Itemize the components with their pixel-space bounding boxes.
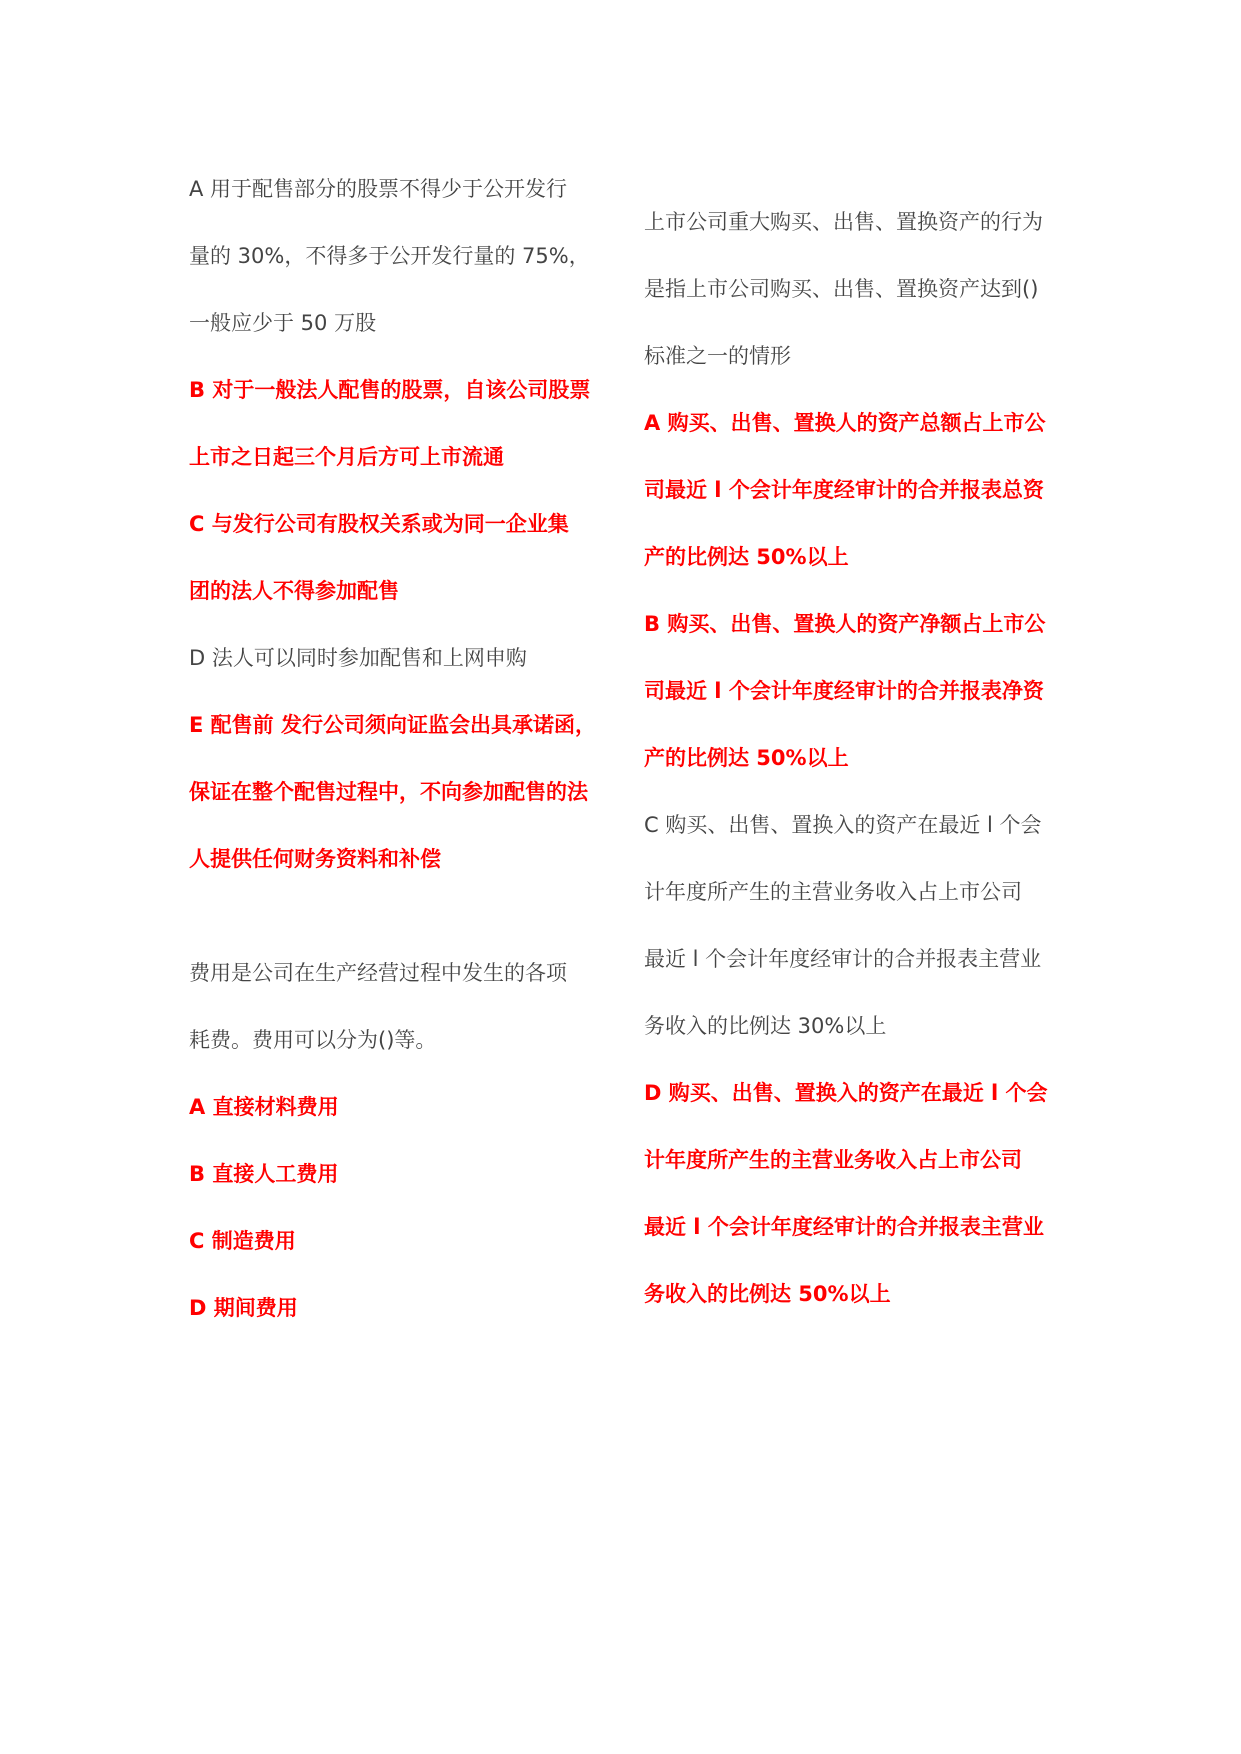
q2-option-b: B 直接人工费用: [189, 1162, 339, 1186]
q3-option-a-line-3: 产的比例达 50%以上: [644, 545, 849, 569]
q1-option-d-line-1: D 法人可以同时参加配售和上网申购: [189, 646, 527, 670]
q2-option-a: A 直接材料费用: [189, 1095, 339, 1119]
q3-option-d-line-1: D 购买、出售、置换入的资产在最近 l 个会: [644, 1081, 1048, 1105]
q1-option-c-line-1: C 与发行公司有股权关系或为同一企业集: [189, 512, 569, 536]
q3-option-a-line-2: 司最近 l 个会计年度经审计的合并报表总资: [644, 478, 1044, 502]
q1-option-e-line-2: 保证在整个配售过程中，不向参加配售的法: [189, 780, 588, 804]
q3-option-c-line-1: C 购买、出售、置换入的资产在最近 l 个会: [644, 813, 1042, 837]
q1-option-b-line-2: 上市之日起三个月后方可上市流通: [189, 445, 504, 469]
q3-option-d-line-3: 最近 l 个会计年度经审计的合并报表主营业: [644, 1215, 1044, 1239]
q2-option-d: D 期间费用: [189, 1296, 298, 1320]
q3-option-c-line-4: 务收入的比例达 30%以上: [644, 1014, 887, 1038]
q1-option-b-line-1: B 对于一般法人配售的股票，自该公司股票: [189, 378, 591, 402]
q3-option-b-line-1: B 购买、出售、置换人的资产净额占上市公: [644, 612, 1046, 636]
q3-option-a-line-1: A 购买、出售、置换人的资产总额占上市公: [644, 411, 1046, 435]
q3-option-d-line-4: 务收入的比例达 50%以上: [644, 1282, 891, 1306]
q3-option-b-line-2: 司最近 l 个会计年度经审计的合并报表净资: [644, 679, 1044, 703]
q2-question-line-1: 费用是公司在生产经营过程中发生的各项: [189, 961, 567, 985]
q3-question-line-1: 上市公司重大购买、出售、置换资产的行为: [644, 210, 1043, 234]
q3-question-line-2: 是指上市公司购买、出售、置换资产达到(): [644, 277, 1039, 301]
q2-question-line-2: 耗费。费用可以分为()等。: [189, 1028, 437, 1052]
q3-option-d-line-2: 计年度所产生的主营业务收入占上市公司: [644, 1148, 1022, 1172]
q3-option-c-line-3: 最近 l 个会计年度经审计的合并报表主营业: [644, 947, 1042, 971]
q3-question-line-3: 标准之一的情形: [644, 344, 791, 368]
q1-option-e-line-1: E 配售前 发行公司须向证监会出具承诺函，: [189, 713, 596, 737]
q1-option-a-line-1: A 用于配售部分的股票不得少于公开发行: [189, 177, 568, 201]
q1-option-a-line-3: 一般应少于 50 万股: [189, 311, 377, 335]
q3-option-c-line-2: 计年度所产生的主营业务收入占上市公司: [644, 880, 1022, 904]
q1-option-c-line-2: 团的法人不得参加配售: [189, 579, 399, 603]
q1-option-a-line-2: 量的 30%，不得多于公开发行量的 75%，: [189, 244, 590, 268]
q1-option-e-line-3: 人提供任何财务资料和补偿: [189, 847, 441, 871]
q3-option-b-line-3: 产的比例达 50%以上: [644, 746, 849, 770]
q2-option-c: C 制造费用: [189, 1229, 296, 1253]
